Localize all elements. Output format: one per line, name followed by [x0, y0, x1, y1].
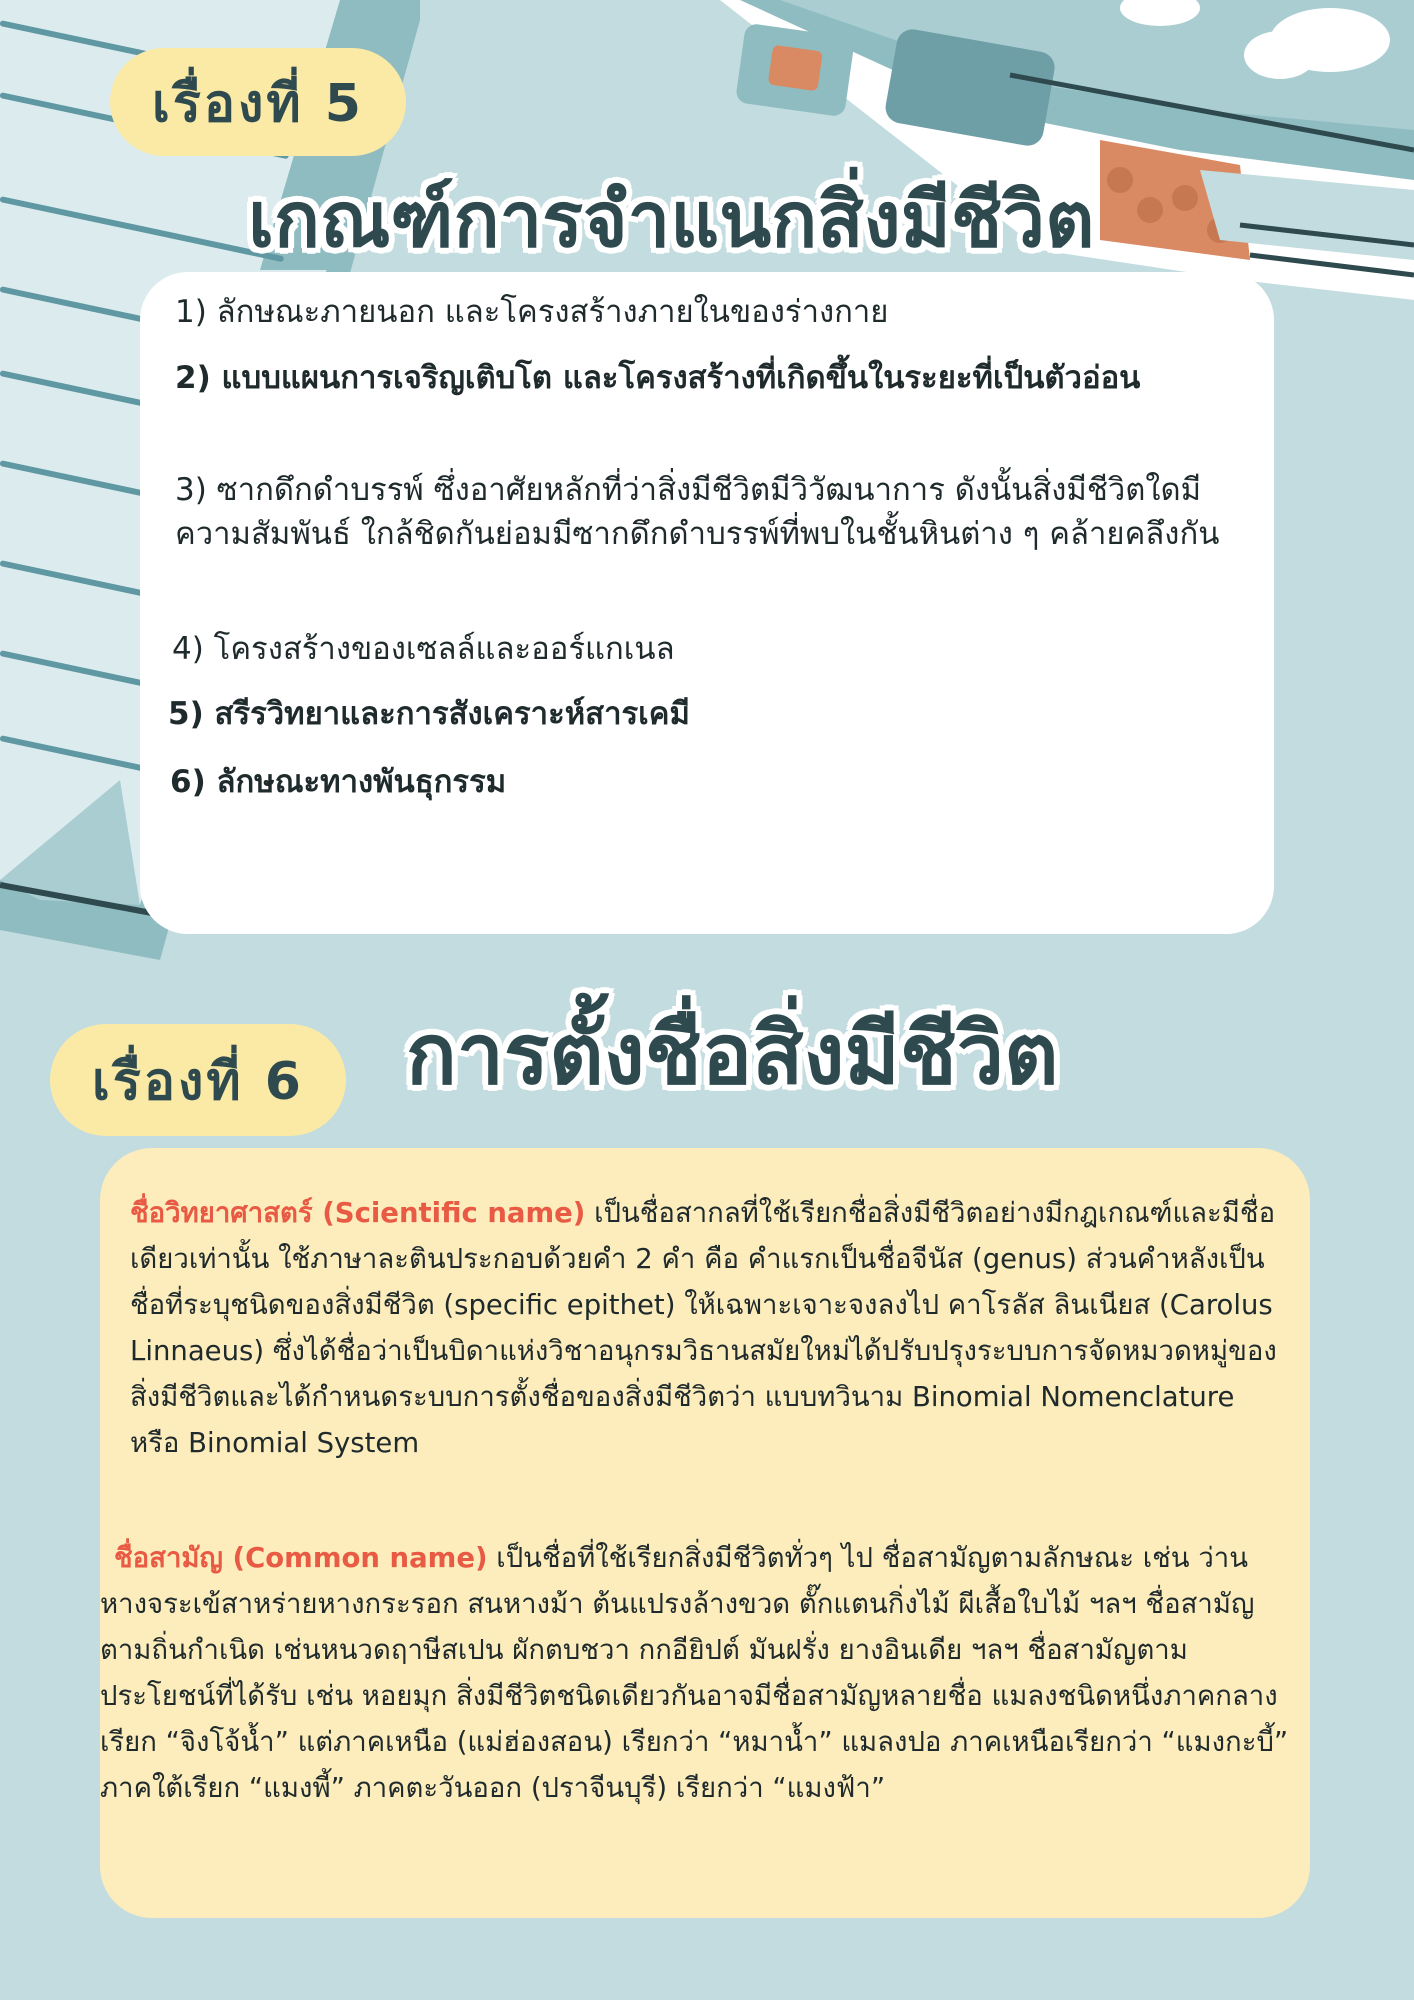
common-name-text: เป็นชื่อที่ใช้เรียกสิ่งมีชีวิตทั่วๆ ไป ชื่อสามัญตามลักษณะ เช่น ว่านหางจระเข้สาหร่ายหางกระรอก สนหางม้า ต้นแปรงล้างขวด ตั๊กแตนกิ่งไม้ ผีเสื้อใบไม้ ฯลฯ ชื่อสามัญตามถิ่นกำเนิด เช่นหนวดฤาษีสเปน ผักตบชวา กกอียิปต์ มันฝรั่ง ยางอินเดีย ฯลฯ ชื่อสามัญตามประโยชน์ที่ได้รับ เช่น หอยมุก สิ่งมีชีวิตชนิดเดียวกันอาจมีชื่อสามัญหลายชื่อ แมลงชนิดหนึ่งภาคกลางเรียก “จิงโจ้น้ำ” แต่ภาคเหนือ (แม่ฮ่องสอน) เรียกว่า “หมาน้ำ” แมลงปอ ภาคเหนือเรียกว่า “แมงกะบี้” ภาคใต้เรียก “แมงพี้” ภาคตะวันออก (ปราจีนบุรี) เรียกว่า “แมงฟ้า”: [100, 1542, 1289, 1804]
section-6-title: การตั้งชื่อสิ่งมีชีวิต: [406, 1005, 1059, 1103]
scientific-name-term: ชื่อวิทยาศาสตร์ (Scientific name): [130, 1197, 586, 1229]
criterion-1: 1) ลักษณะภายนอก และโครงสร้างภายในของร่างกาย: [175, 294, 889, 330]
criterion-2: 2) แบบแผนการเจริญเติบโต และโครงสร้างที่เกิดขึ้นในระยะที่เป็นตัวอ่อน: [175, 360, 1141, 396]
criterion-4: 4) โครงสร้างของเซลล์และออร์แกเนล: [172, 631, 675, 667]
criterion-5: 5) สรีรวิทยาและการสังเคราะห์สารเคมี: [168, 696, 690, 732]
scientific-name-paragraph: [130, 1190, 1280, 1466]
scientific-name-text: เป็นชื่อสากลที่ใช้เรียกชื่อสิ่งมีชีวิตอย่างมีกฎเกณฑ์และมีชื่อเดียวเท่านั้น ใช้ภาษาละตินประกอบด้วยคำ 2 คำ คือ คำแรกเป็นชื่อจีนัส (genus) ส่วนคำหลังเป็นชื่อที่ระบุชนิดของสิ่งมีชีวิต (specific epithet) ให้เฉพาะเจาะจงลงไป คาโรลัส ลินเนียส (Carolus Linnaeus) ซึ่งได้ชื่อว่าเป็นบิดาแห่งวิชาอนุกรมวิธานสมัยใหม่ได้ปรับปรุงระบบการจัดหมวดหมู่ของสิ่งมีชีวิตและได้กำหนดระบบการตั้งชื่อของสิ่งมีชีวิตว่า แบบทวินาม Binomial Nomenclature หรือ Binomial System: [130, 1197, 1277, 1459]
criterion-3: 3) ซากดึกดำบรรพ์ ซึ่งอาศัยหลักที่ว่าสิ่งมีชีวิตมีวิวัฒนาการ ดังนั้นสิ่งมีชีวิตใดมีความสัมพันธ์ ใกล้ชิดกันย่อมมีซากดึกดำบรรพ์ที่พบในชั้นหินต่าง ๆ คล้ายคลึงกัน: [175, 472, 1220, 552]
criterion-6: 6) ลักษณะทางพันธุกรรม: [170, 764, 507, 800]
section-6-badge: เรื่องที่ 6: [50, 1024, 346, 1136]
common-name-term: ชื่อสามัญ (Common name): [114, 1542, 488, 1574]
section-5-badge: เรื่องที่ 5: [110, 48, 406, 156]
section-5-title: เกณฑ์การจำแนกสิ่งมีชีวิต: [248, 175, 1095, 264]
common-name-paragraph: [100, 1535, 1290, 1811]
